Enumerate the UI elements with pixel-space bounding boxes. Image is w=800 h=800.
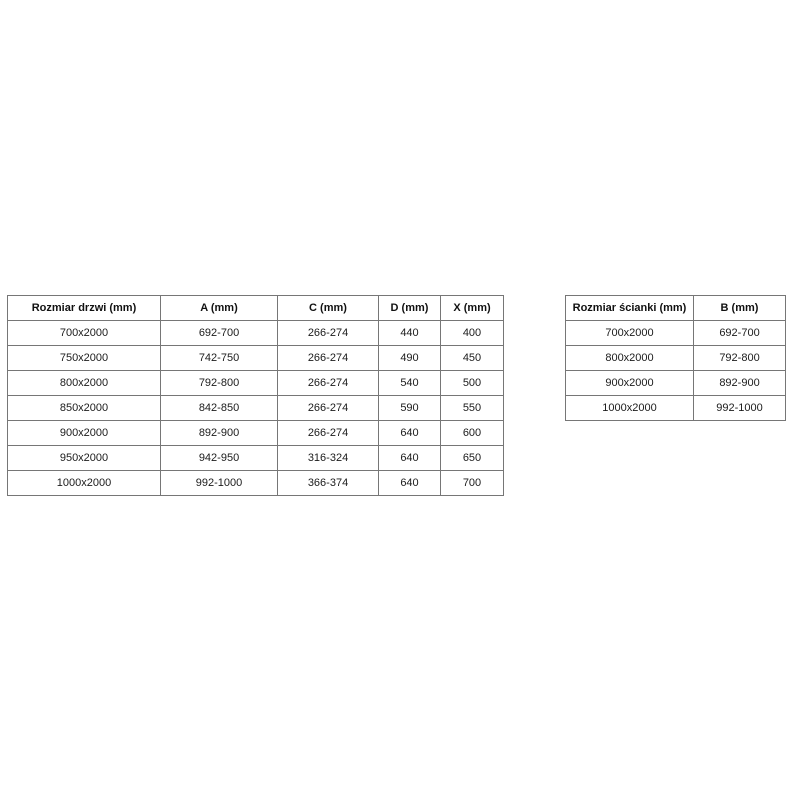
table-header-cell: X (mm) — [441, 296, 504, 321]
table-cell: 500 — [441, 371, 504, 396]
table-cell: 266-274 — [278, 346, 379, 371]
table-cell: 900x2000 — [8, 421, 161, 446]
table-cell: 692-700 — [161, 321, 278, 346]
table-cell: 400 — [441, 321, 504, 346]
door-size-table — [7, 295, 504, 496]
table-row — [566, 321, 786, 346]
table-cell: 800x2000 — [8, 371, 161, 396]
table-cell: 800x2000 — [566, 346, 694, 371]
table-row — [8, 421, 504, 446]
table-cell: 792-800 — [161, 371, 278, 396]
table-cell: 700x2000 — [8, 321, 161, 346]
table-cell: 842-850 — [161, 396, 278, 421]
table-cell: 942-950 — [161, 446, 278, 471]
table-cell: 1000x2000 — [566, 396, 694, 421]
table-row — [8, 346, 504, 371]
table-header-cell: Rozmiar drzwi (mm) — [8, 296, 161, 321]
table-cell: 640 — [379, 471, 441, 496]
table-cell: 850x2000 — [8, 396, 161, 421]
table-header-cell: B (mm) — [694, 296, 786, 321]
table-header-cell: C (mm) — [278, 296, 379, 321]
table-header-cell: A (mm) — [161, 296, 278, 321]
table-header-row — [566, 296, 786, 321]
table-cell: 550 — [441, 396, 504, 421]
table-cell: 892-900 — [694, 371, 786, 396]
table-cell: 950x2000 — [8, 446, 161, 471]
table-row — [8, 446, 504, 471]
table-cell: 640 — [379, 421, 441, 446]
table-cell: 490 — [379, 346, 441, 371]
table-header-cell: D (mm) — [379, 296, 441, 321]
table-cell: 440 — [379, 321, 441, 346]
table-cell: 266-274 — [278, 421, 379, 446]
table-cell: 992-1000 — [161, 471, 278, 496]
table-cell: 700 — [441, 471, 504, 496]
table-cell: 750x2000 — [8, 346, 161, 371]
table-cell: 266-274 — [278, 321, 379, 346]
table-row — [566, 371, 786, 396]
table-cell: 742-750 — [161, 346, 278, 371]
table-row — [8, 371, 504, 396]
table-row — [8, 321, 504, 346]
table-cell: 992-1000 — [694, 396, 786, 421]
table-cell: 900x2000 — [566, 371, 694, 396]
table-row — [566, 346, 786, 371]
table-cell: 540 — [379, 371, 441, 396]
wall-size-table — [565, 295, 786, 421]
table-cell: 600 — [441, 421, 504, 446]
table-cell: 450 — [441, 346, 504, 371]
table-cell: 590 — [379, 396, 441, 421]
table-cell: 692-700 — [694, 321, 786, 346]
table-header-row — [8, 296, 504, 321]
table-cell: 650 — [441, 446, 504, 471]
table-header-cell: Rozmiar ścianki (mm) — [566, 296, 694, 321]
table-cell: 640 — [379, 446, 441, 471]
table-cell: 700x2000 — [566, 321, 694, 346]
table-cell: 792-800 — [694, 346, 786, 371]
table-cell: 266-274 — [278, 371, 379, 396]
table-cell: 266-274 — [278, 396, 379, 421]
table-cell: 366-374 — [278, 471, 379, 496]
table-row — [8, 396, 504, 421]
table-cell: 316-324 — [278, 446, 379, 471]
table-row — [566, 396, 786, 421]
table-cell: 1000x2000 — [8, 471, 161, 496]
table-row — [8, 471, 504, 496]
table-cell: 892-900 — [161, 421, 278, 446]
